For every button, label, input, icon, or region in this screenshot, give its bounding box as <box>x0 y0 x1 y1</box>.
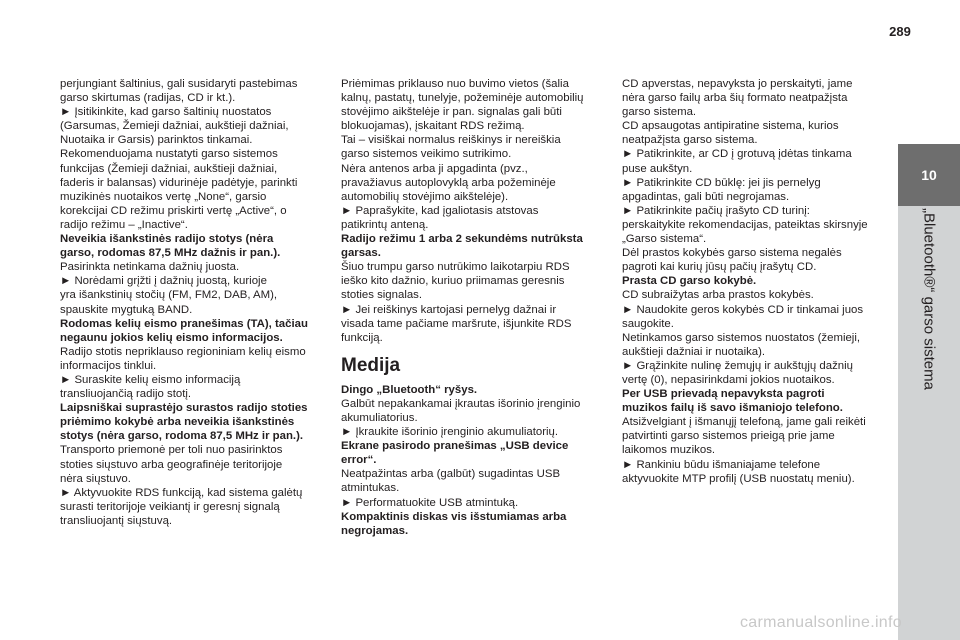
chapter-title: „Bluetooth®“ garso sistema <box>920 208 938 390</box>
text-line: radijo režimu – „Inactive“. <box>60 218 188 231</box>
text-line: spauskite mygtuką BAND. <box>60 303 193 316</box>
text-line: nėra garso failų arba šių formato neatpažįsta <box>622 92 848 105</box>
bold-text-line: Per USB prievadą nepavyksta pagroti <box>622 388 825 401</box>
text-line: garso sistemos veikimo sutrikimo. <box>341 148 512 161</box>
text-line: pagroti kai kurių jūsų pačių įrašytų CD. <box>622 261 817 274</box>
text-line: yra išankstinių stočių (FM, FM2, DAB, AM), <box>60 289 278 302</box>
text-line: pravažiavus autoplovyklą arba požeminėje <box>341 176 556 189</box>
text-line: ieško kito dažnio, kuriuo priimamas geresnis <box>341 275 565 288</box>
text-line: apgadintas, gali būti negrojamas. <box>622 190 790 203</box>
text-line: puse aukštyn. <box>622 162 693 175</box>
bold-text-line: Dingo „Bluetooth“ ryšys. <box>341 383 478 396</box>
text-line: atmintukas. <box>341 482 400 495</box>
text-line: „Garso sistema“. <box>622 233 707 246</box>
text-line: korekcijai CD režimu priskirti vertę „Active“, o <box>60 204 287 217</box>
text-line: Atsižvelgiant į išmanųjį telefoną, jame gali reikėti <box>622 416 866 429</box>
text-line: faderis ir balansas) vidurinėje padėtyje, parinkti <box>60 176 298 189</box>
text-line: ► Patikrinkite pačių įrašyto CD turinį: <box>622 204 810 217</box>
text-line: Nuotaika ir Garsis) parinktos tinkamai. <box>60 134 253 147</box>
bold-text-line: Radijo režimu 1 arba 2 sekundėms nutrūksta <box>341 233 583 246</box>
text-line: ► Performatuokite USB atmintuką. <box>341 496 519 509</box>
section-heading: Medija <box>341 354 401 376</box>
text-line: CD subraižytas arba prastos kokybės. <box>622 289 814 302</box>
text-line: visada tame pačiame maršrute, išjunkite RDS <box>341 317 572 330</box>
text-line: garso sistema. <box>622 106 697 119</box>
text-line: transliuojančią radijo stotį. <box>60 388 192 401</box>
bold-text-line: Prasta CD garso kokybė. <box>622 275 757 288</box>
text-line: Nėra antenos arba ji apgadinta (pvz., <box>341 162 528 175</box>
text-line: Dėl prastos kokybės garso sistema negalės <box>622 247 842 260</box>
text-line: neatpažįsta garso sistema. <box>622 134 758 147</box>
text-line: funkciją. <box>341 331 383 344</box>
text-line: Galbūt nepakankamai įkrautas išorinio įrenginio <box>341 397 581 410</box>
text-line: Rekomenduojama nustatyti garso sistemos <box>60 148 278 161</box>
text-line: muzikinės nuotaikos vertę „None“, garsio <box>60 190 267 203</box>
text-line: ► Patikrinkite, ar CD į grotuvą įdėtas tinkama <box>622 148 852 161</box>
text-line: garso skirtumas (radijas, CD ir kt.). <box>60 92 236 105</box>
text-line: Pasirinkta netinkama dažnių juosta. <box>60 261 240 274</box>
bold-text-line: Neveikia išankstinės radijo stotys (nėra <box>60 233 274 246</box>
page-number: 289 <box>889 24 911 39</box>
text-line: Netinkamos garso sistemos nuostatos (žemieji, <box>622 331 861 344</box>
text-line: nėra siųstuvo. <box>60 472 131 485</box>
chapter-number-badge: 10 <box>898 144 960 206</box>
text-line: perjungiant šaltinius, gali susidaryti pastebimas <box>60 78 298 90</box>
text-line: perskaitykite rekomendacijas, pateiktas skirsnyje <box>622 218 868 231</box>
text-column-2 <box>341 77 603 538</box>
text-line: transliuojantį siųstuvą. <box>60 514 173 527</box>
text-line: saugokite. <box>622 317 674 330</box>
bold-text-line: negrojamas. <box>341 524 409 537</box>
text-line: ► Norėdami grįžti į dažnių juostą, kurioje <box>60 275 267 288</box>
text-line: aukštieji dažniai ir nuotaika). <box>622 345 766 358</box>
text-line: Neatpažintas arba (galbūt) sugadintas USB <box>341 468 561 481</box>
text-line: patikrintų anteną. <box>341 218 429 231</box>
text-line: stoties siųstuvo arba geografinėje teritorijoje <box>60 458 283 471</box>
text-line: Transporto priemonė per toli nuo pasirinktos <box>60 444 283 457</box>
bold-text-line: error“. <box>341 454 377 467</box>
text-line: ► Įkraukite išorinio įrenginio akumuliatorių. <box>341 426 559 439</box>
text-line: Tai – visiškai normalus reiškinys ir nereiškia <box>341 134 561 147</box>
text-line: Priėmimas priklauso nuo buvimo vietos (šalia <box>341 78 569 90</box>
text-line: kalnų, pastatų, tunelyje, požeminėje automobilių <box>341 92 584 105</box>
text-line: ► Aktyvuokite RDS funkciją, kad sistema galėtų <box>60 486 303 499</box>
text-line: informacijos tinklui. <box>60 359 157 372</box>
text-line: ► Suraskite kelių eismo informaciją <box>60 373 241 386</box>
text-line: funkcijas (Žemieji dažniai, aukštieji dažniai, <box>60 162 278 175</box>
bold-text-line: Laipsniškai suprastėjo surastos radijo stoties <box>60 402 308 415</box>
bold-text-line: garsas. <box>341 247 381 260</box>
text-line: CD apsaugotas antipiratine sistema, kurios <box>622 120 839 133</box>
text-line: ► Įsitikinkite, kad garso šaltinių nuostatos <box>60 106 272 119</box>
text-line: ► Patikrinkite CD būklę: jei jis pernelyg <box>622 176 821 189</box>
text-line: blokuojamas), įskaitant RDS režimą. <box>341 120 525 133</box>
text-line: surasti teritorijoje veikiantį ir geresnį signalą <box>60 500 280 513</box>
text-line: stoties signalas. <box>341 289 423 302</box>
bold-text-line: negaunu jokios kelių eismo informacijos. <box>60 331 283 344</box>
text-line: ► Paprašykite, kad įgaliotasis atstovas <box>341 204 539 217</box>
text-line: Šiuo trumpu garso nutrūkimo laikotarpiu RDS <box>341 261 570 274</box>
text-line: laikomos muzikos. <box>622 444 716 457</box>
text-line: automobilių stovėjimo aikštelėje). <box>341 190 509 203</box>
text-line: ► Grąžinkite nulinę žemųjų ir aukštųjų dažnių <box>622 359 853 372</box>
bold-text-line: garso, rodomas 87,5 MHz dažnis ir pan.). <box>60 247 281 260</box>
text-line: aktyvuokite MTP profilį (USB nuostatų meniu). <box>622 472 855 485</box>
text-line: Radijo stotis nepriklauso regioniniam kelių eismo <box>60 345 306 358</box>
bold-text-line: Rodomas kelių eismo pranešimas (TA), tačiau <box>60 317 308 330</box>
bold-text-line: muzikos failų iš savo išmaniojo telefono. <box>622 402 843 415</box>
bold-text-line: Ekrane pasirodo pranešimas „USB device <box>341 440 569 453</box>
bold-text-line: priėmimo kokybė arba neveikia išankstinės <box>60 416 295 429</box>
text-line: ► Jei reiškinys kartojasi pernelyg dažnai ir <box>341 303 557 316</box>
text-line: patvirtinti garso sistemos prieigą prie jame <box>622 430 835 443</box>
text-column-3 <box>622 77 884 486</box>
text-line: stovėjimo aikštelėje ir pan. signalas gali būti <box>341 106 562 119</box>
bold-text-line: Kompaktinis diskas vis išstumiamas arba <box>341 510 567 523</box>
text-line: CD apverstas, nepavyksta jo perskaityti, jame <box>622 78 853 90</box>
watermark: carmanualsonline.info <box>740 614 902 631</box>
text-line: vertę (0), nepasirinkdami jokios nuotaikos. <box>622 373 835 386</box>
text-column-1 <box>60 77 322 528</box>
text-line: (Garsumas, Žemieji dažniai, aukštieji dažniai, <box>60 120 289 133</box>
text-line: ► Naudokite geros kokybės CD ir tinkamai juos <box>622 303 864 316</box>
bold-text-line: stotys (nėra garso, rodoma 87,5 MHz ir pan.). <box>60 430 304 443</box>
text-line: ► Rankiniu būdu išmaniajame telefone <box>622 458 821 471</box>
text-line: akumuliatorius. <box>341 411 418 424</box>
